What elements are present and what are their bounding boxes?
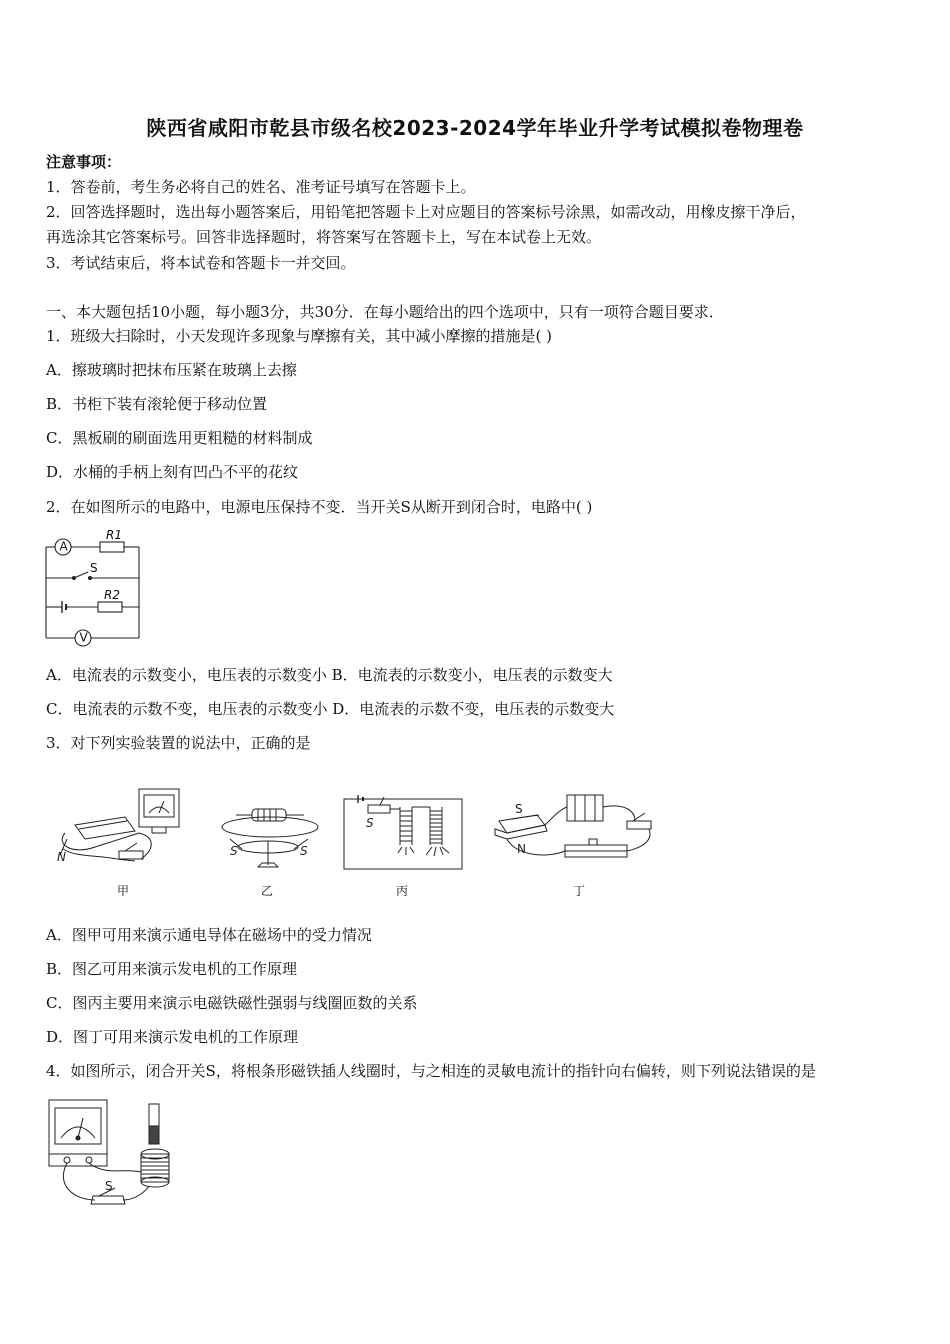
question-1-stem: 1．班级大扫除时，小天发现许多现象与摩擦有关，其中减小摩擦的措施是( ) [46, 327, 553, 345]
switch-label: S [90, 561, 98, 575]
resistor-2-label: R2 [104, 588, 120, 602]
apparatus-figure-bing [338, 785, 468, 897]
voltmeter-label: V [79, 630, 88, 645]
page-title: 陕西省咸阳市乾县市级名校2023-2024学年毕业升学考试模拟卷物理卷 [146, 116, 804, 140]
question-4-stem: 4．如图所示，闭合开关S，将根条形磁铁插人线圈时，与之相连的灵敏电流计的指针向右偏转，则下列说法错误的是 [46, 1062, 816, 1080]
notes-heading: 注意事项： [46, 153, 122, 171]
galvanometer-coil-figure [45, 1096, 185, 1226]
question-2-stem: 2．在如图所示的电路中，电源电压保持不变．当开关S从断开到闭合时，电路中( ) [46, 498, 593, 516]
figure-caption-jia: 甲 [117, 884, 130, 897]
figure-caption-ding: 丁 [573, 884, 586, 897]
question-1-option-a: A．擦玻璃时把抹布压紧在玻璃上去擦 [46, 361, 297, 379]
question-1-option-d: D．水桶的手柄上刻有凹凸不平的花纹 [46, 463, 299, 481]
resistor-1-label: R1 [106, 530, 122, 542]
question-1-option-c: C．黑板刷的刷面选用更粗糙的材料制成 [46, 429, 313, 447]
pole-label-n-ding: N [517, 842, 526, 856]
question-2-options-ab: A．电流表的示数变小，电压表的示数变小 B．电流表的示数变小，电压表的示数变大 [46, 666, 613, 684]
note-item: 2．回答选择题时，选出每小题答案后，用铅笔把答题卡上对应题目的答案标号涂黑，如需改动，用橡皮擦干净后， [46, 203, 806, 221]
figure-caption-yi: 乙 [261, 884, 274, 897]
question-3-option-d: D．图丁可用来演示发电机的工作原理 [46, 1028, 299, 1046]
switch-label-bing: S [366, 816, 374, 830]
question-3-option-a: A．图甲可用来演示通电导体在磁场中的受力情况 [46, 926, 372, 944]
pole-label-s: S [300, 844, 308, 858]
question-1-option-b: B．书柜下装有滚轮便于移动位置 [46, 395, 268, 413]
section-instruction: 一、本大题包括10小题，每小题3分，共30分．在每小题给出的四个选项中，只有一项符合题目要求． [46, 303, 724, 321]
magnet-pole-label: N [57, 850, 66, 864]
note-item: 3．考试结束后，将本试卷和答题卡一并交回。 [46, 254, 356, 272]
question-3-option-b: B．图乙可用来演示发电机的工作原理 [46, 960, 298, 978]
pole-label-s-ding: S [515, 802, 523, 816]
note-item: 再选涂其它答案标号。回答非选择题时，将答案写在答题卡上，写在本试卷上无效。 [46, 228, 602, 246]
pole-label-n: S [230, 844, 238, 858]
note-item: 1．答卷前，考生务必将自己的姓名、准考证号填写在答题卡上。 [46, 178, 476, 196]
question-3-stem: 3．对下列实验装置的说法中，正确的是 [46, 734, 311, 752]
apparatus-figure-yi [218, 785, 328, 897]
circuit-diagram [42, 530, 152, 648]
question-2-options-cd: C．电流表的示数不变，电压表的示数变小 D．电流表的示数不变，电压表的示数变大 [46, 700, 615, 718]
ammeter-label: A [59, 539, 68, 554]
switch-label-q4: S [105, 1179, 113, 1193]
figure-caption-bing: 丙 [396, 884, 409, 897]
apparatus-figure-ding [485, 785, 665, 897]
apparatus-figure-jia [55, 785, 185, 897]
question-3-option-c: C．图丙主要用来演示电磁铁磁性强弱与线圈匝数的关系 [46, 994, 418, 1012]
